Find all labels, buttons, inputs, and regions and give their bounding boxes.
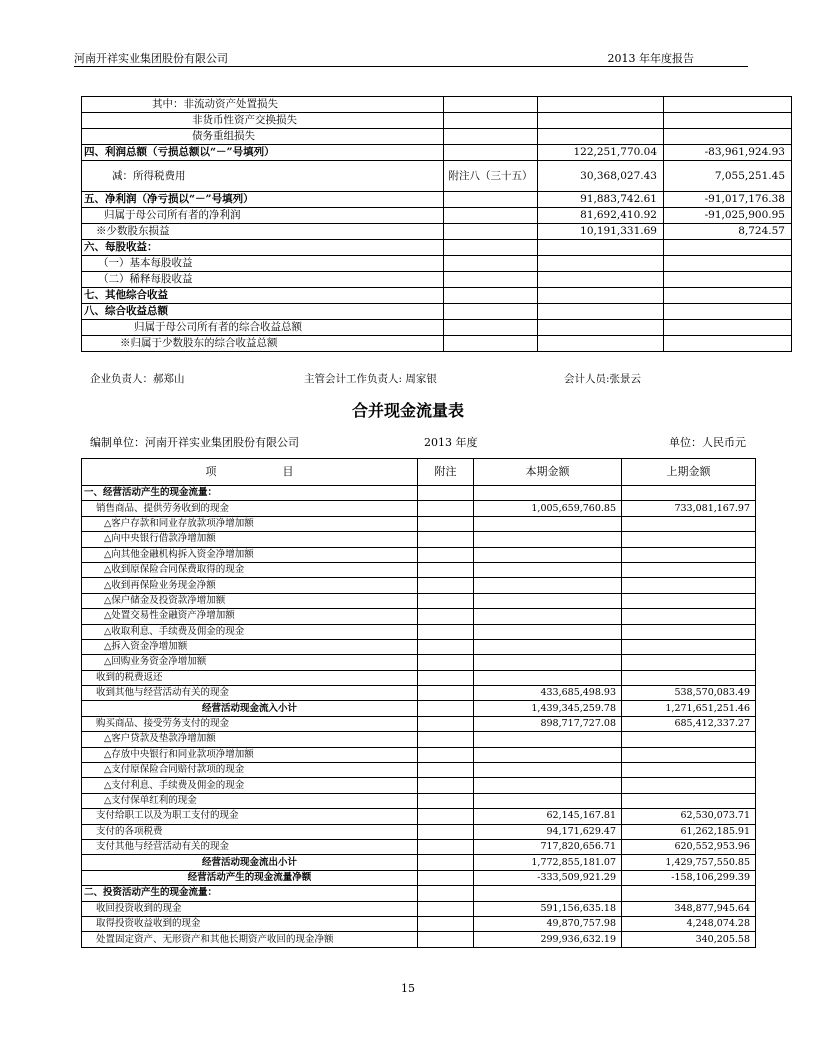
cashflow-previous-amount: 340,205.58 — [622, 932, 756, 947]
cashflow-previous-amount: 733,081,167.97 — [622, 501, 756, 516]
cashflow-current-amount: 1,005,659,760.85 — [474, 501, 622, 516]
income-previous-amount — [664, 288, 792, 304]
income-item: 归属于母公司所有者的净利润 — [82, 208, 444, 224]
cashflow-item: 收回投资收到的现金 — [82, 901, 418, 916]
cashflow-current-amount — [474, 655, 622, 670]
income-current-amount — [538, 129, 664, 145]
income-item: 减：所得税费用 — [82, 161, 444, 192]
cashflow-item: △拆入资金净增加额 — [82, 639, 418, 654]
cashflow-item: △收取利息、手续费及佣金的现金 — [82, 624, 418, 639]
cashflow-title: 合并现金流量表 — [351, 401, 464, 420]
report-title: 2013 年年度报告 — [607, 52, 694, 65]
cashflow-current-amount: 898,717,727.08 — [474, 716, 622, 731]
income-item: 六、每股收益： — [82, 240, 444, 256]
cashflow-current-amount: 49,870,757.98 — [474, 916, 622, 931]
cashflow-note — [418, 547, 474, 562]
income-note — [444, 272, 538, 288]
cashflow-current-amount: 591,156,635.18 — [474, 901, 622, 916]
cashflow-previous-amount — [622, 516, 756, 531]
cashflow-note — [418, 932, 474, 947]
income-row — [82, 240, 792, 256]
income-current-amount: 30,368,027.43 — [538, 161, 664, 192]
cashflow-previous-amount: -158,106,299.39 — [622, 870, 756, 885]
cashflow-item: △支付利息、手续费及佣金的现金 — [82, 778, 418, 793]
cashflow-item: △处置交易性金融资产净增加额 — [82, 609, 418, 624]
cashflow-previous-amount — [622, 793, 756, 808]
cashflow-item: 一、经营活动产生的现金流量： — [82, 486, 418, 501]
cashflow-note — [418, 763, 474, 778]
cashflow-item: 二、投资活动产生的现金流量： — [82, 886, 418, 901]
cashflow-item: 支付给职工以及为职工支付的现金 — [82, 809, 418, 824]
income-note — [444, 320, 538, 336]
cashflow-previous-amount: 620,552,953.96 — [622, 839, 756, 854]
cashflow-row — [82, 763, 756, 778]
income-row — [82, 192, 792, 208]
cashflow-note — [418, 578, 474, 593]
column-header-note: 附注 — [418, 459, 474, 486]
cashflow-note — [418, 886, 474, 901]
income-item: 非货币性资产交换损失 — [82, 113, 444, 129]
income-current-amount — [538, 272, 664, 288]
cashflow-current-amount — [474, 532, 622, 547]
income-previous-amount: -91,025,900.95 — [664, 208, 792, 224]
cashflow-row — [82, 716, 756, 731]
income-item: 其中：非流动资产处置损失 — [82, 97, 444, 113]
cashflow-previous-amount — [622, 763, 756, 778]
income-item: （一）基本每股收益 — [82, 256, 444, 272]
income-item: （二）稀释每股收益 — [82, 272, 444, 288]
income-current-amount — [538, 320, 664, 336]
cashflow-note — [418, 562, 474, 577]
income-current-amount: 81,692,410.92 — [538, 208, 664, 224]
income-row — [82, 208, 792, 224]
enterprise-leader: 企业负责人：郝郑山 — [90, 373, 185, 385]
income-item: ※归属于少数股东的综合收益总额 — [82, 336, 444, 352]
income-previous-amount — [664, 256, 792, 272]
cashflow-row — [82, 593, 756, 608]
income-row — [82, 320, 792, 336]
income-previous-amount — [664, 113, 792, 129]
cashflow-note — [418, 655, 474, 670]
income-note — [444, 129, 538, 145]
report-year: 2013 年度 — [424, 436, 478, 449]
cashflow-previous-amount — [622, 578, 756, 593]
cashflow-note — [418, 824, 474, 839]
cashflow-current-amount: 62,145,167.81 — [474, 809, 622, 824]
cashflow-row — [82, 839, 756, 854]
cashflow-current-amount — [474, 732, 622, 747]
cashflow-previous-amount — [622, 886, 756, 901]
income-previous-amount — [664, 336, 792, 352]
cashflow-item: △支付原保险合同赔付款项的现金 — [82, 763, 418, 778]
income-row — [82, 113, 792, 129]
cashflow-note — [418, 486, 474, 501]
cashflow-item: 支付的各项税费 — [82, 824, 418, 839]
cashflow-previous-amount: 1,429,757,550.85 — [622, 855, 756, 870]
income-note — [444, 224, 538, 240]
cashflow-current-amount — [474, 547, 622, 562]
income-note — [444, 192, 538, 208]
income-current-amount — [538, 97, 664, 113]
income-note — [444, 208, 538, 224]
cashflow-current-amount — [474, 778, 622, 793]
cashflow-item: 处置固定资产、无形资产和其他长期资产收回的现金净额 — [82, 932, 418, 947]
income-current-amount — [538, 240, 664, 256]
cashflow-previous-amount: 4,248,074.28 — [622, 916, 756, 931]
cashflow-previous-amount — [622, 593, 756, 608]
income-row — [82, 304, 792, 320]
income-previous-amount — [664, 97, 792, 113]
income-note — [444, 145, 538, 161]
cashflow-note — [418, 501, 474, 516]
cashflow-current-amount: -333,509,921.29 — [474, 870, 622, 885]
cashflow-current-amount: 299,936,632.19 — [474, 932, 622, 947]
income-current-amount: 122,251,770.04 — [538, 145, 664, 161]
cashflow-previous-amount: 62,530,073.71 — [622, 809, 756, 824]
cashflow-current-amount — [474, 639, 622, 654]
cashflow-row — [82, 655, 756, 670]
cashflow-note — [418, 593, 474, 608]
income-note — [444, 240, 538, 256]
cashflow-note — [418, 809, 474, 824]
accountant: 会计人员:张景云 — [564, 373, 642, 385]
cashflow-row — [82, 916, 756, 931]
cashflow-current-amount — [474, 747, 622, 762]
cashflow-item: △向中央银行借款净增加额 — [82, 532, 418, 547]
cashflow-note — [418, 901, 474, 916]
cashflow-row — [82, 547, 756, 562]
income-note — [444, 113, 538, 129]
cashflow-note — [418, 609, 474, 624]
income-note — [444, 256, 538, 272]
income-previous-amount: -91,017,176.38 — [664, 192, 792, 208]
company-name: 河南开祥实业集团股份有限公司 — [74, 52, 228, 65]
cashflow-current-amount — [474, 793, 622, 808]
cashflow-current-amount — [474, 763, 622, 778]
income-row — [82, 161, 792, 192]
income-current-amount — [538, 113, 664, 129]
cashflow-item: 销售商品、提供劳务收到的现金 — [82, 501, 418, 516]
income-item: 八、综合收益总额 — [82, 304, 444, 320]
cashflow-previous-amount — [622, 486, 756, 501]
income-row — [82, 288, 792, 304]
income-current-amount: 91,883,742.61 — [538, 192, 664, 208]
income-note — [444, 97, 538, 113]
cashflow-current-amount: 1,772,855,181.07 — [474, 855, 622, 870]
page-number: 15 — [401, 982, 415, 995]
income-note — [444, 288, 538, 304]
income-item: 债务重组损失 — [82, 129, 444, 145]
cashflow-item: △存放中央银行和同业款项净增加额 — [82, 747, 418, 762]
income-previous-amount — [664, 240, 792, 256]
income-row — [82, 97, 792, 113]
cashflow-row — [82, 901, 756, 916]
income-item: 五、净利润（净亏损以“－”号填列） — [82, 192, 444, 208]
income-previous-amount: -83,961,924.93 — [664, 145, 792, 161]
cashflow-note — [418, 716, 474, 731]
cashflow-item: △回购业务资金净增加额 — [82, 655, 418, 670]
cashflow-current-amount — [474, 624, 622, 639]
income-previous-amount: 8,724.57 — [664, 224, 792, 240]
column-header-previous: 上期金额 — [622, 459, 756, 486]
cashflow-previous-amount — [622, 532, 756, 547]
currency-unit: 单位：人民币元 — [669, 436, 746, 449]
income-previous-amount — [664, 304, 792, 320]
cashflow-note — [418, 839, 474, 854]
income-item: 归属于母公司所有者的综合收益总额 — [82, 320, 444, 336]
cashflow-item: △收到原保险合同保费取得的现金 — [82, 562, 418, 577]
cashflow-row — [82, 562, 756, 577]
income-statement-table — [81, 96, 792, 352]
income-row — [82, 224, 792, 240]
income-current-amount — [538, 336, 664, 352]
cashflow-note — [418, 778, 474, 793]
cashflow-row — [82, 639, 756, 654]
cashflow-previous-amount — [622, 670, 756, 685]
cashflow-current-amount — [474, 670, 622, 685]
cashflow-previous-amount: 348,877,945.64 — [622, 901, 756, 916]
cashflow-row — [82, 701, 756, 716]
cashflow-note — [418, 855, 474, 870]
income-note — [444, 336, 538, 352]
income-current-amount — [538, 288, 664, 304]
cashflow-item: △保户储金及投资款净增加额 — [82, 593, 418, 608]
cashflow-previous-amount — [622, 732, 756, 747]
cashflow-item: 收到的税费返还 — [82, 670, 418, 685]
income-row — [82, 336, 792, 352]
cashflow-note — [418, 624, 474, 639]
income-previous-amount — [664, 272, 792, 288]
income-previous-amount: 7,055,251.45 — [664, 161, 792, 192]
cashflow-table — [81, 458, 756, 948]
cashflow-previous-amount — [622, 547, 756, 562]
cashflow-item: 经营活动产生的现金流量净额 — [82, 870, 418, 885]
cashflow-current-amount: 94,171,629.47 — [474, 824, 622, 839]
cashflow-item: △向其他金融机构拆入资金净增加额 — [82, 547, 418, 562]
cashflow-current-amount — [474, 516, 622, 531]
cashflow-previous-amount — [622, 655, 756, 670]
cashflow-previous-amount: 61,262,185.91 — [622, 824, 756, 839]
cashflow-note — [418, 670, 474, 685]
income-row — [82, 145, 792, 161]
cashflow-previous-amount — [622, 747, 756, 762]
cashflow-previous-amount — [622, 624, 756, 639]
cashflow-row — [82, 793, 756, 808]
column-header-current: 本期金额 — [474, 459, 622, 486]
cashflow-row — [82, 932, 756, 947]
cashflow-current-amount — [474, 578, 622, 593]
cashflow-item: 经营活动现金流入小计 — [82, 701, 418, 716]
cashflow-previous-amount: 1,271,651,251.46 — [622, 701, 756, 716]
cashflow-item: △客户存款和同业存放款项净增加额 — [82, 516, 418, 531]
accounting-head: 主管会计工作负责人: 周家银 — [304, 373, 437, 385]
cashflow-row — [82, 855, 756, 870]
cashflow-note — [418, 532, 474, 547]
cashflow-note — [418, 747, 474, 762]
cashflow-previous-amount: 685,412,337.27 — [622, 716, 756, 731]
income-row — [82, 272, 792, 288]
cashflow-current-amount — [474, 562, 622, 577]
cashflow-item: △收到再保险业务现金净额 — [82, 578, 418, 593]
income-previous-amount — [664, 129, 792, 145]
cashflow-row — [82, 670, 756, 685]
cashflow-row — [82, 578, 756, 593]
cashflow-row — [82, 747, 756, 762]
income-row — [82, 129, 792, 145]
cashflow-header-row — [82, 459, 756, 486]
cashflow-row — [82, 486, 756, 501]
income-previous-amount — [664, 320, 792, 336]
cashflow-row — [82, 778, 756, 793]
cashflow-row — [82, 824, 756, 839]
cashflow-current-amount — [474, 486, 622, 501]
cashflow-note — [418, 870, 474, 885]
income-current-amount — [538, 256, 664, 272]
cashflow-current-amount: 717,820,656.71 — [474, 839, 622, 854]
cashflow-note — [418, 516, 474, 531]
cashflow-row — [82, 609, 756, 624]
cashflow-previous-amount: 538,570,083.49 — [622, 686, 756, 701]
column-header-item: 项 目 — [82, 459, 418, 486]
income-item: 四、利润总额（亏损总额以“－”号填列） — [82, 145, 444, 161]
cashflow-current-amount — [474, 886, 622, 901]
cashflow-row — [82, 516, 756, 531]
cashflow-note — [418, 701, 474, 716]
income-current-amount: 10,191,331.69 — [538, 224, 664, 240]
cashflow-current-amount — [474, 609, 622, 624]
cashflow-note — [418, 639, 474, 654]
cashflow-item: 取得投资收益收到的现金 — [82, 916, 418, 931]
cashflow-current-amount — [474, 593, 622, 608]
cashflow-current-amount: 433,685,498.93 — [474, 686, 622, 701]
cashflow-previous-amount — [622, 778, 756, 793]
cashflow-row — [82, 501, 756, 516]
cashflow-row — [82, 732, 756, 747]
page-header — [74, 50, 748, 67]
cashflow-row — [82, 809, 756, 824]
income-row — [82, 256, 792, 272]
cashflow-item: △客户贷款及垫款净增加额 — [82, 732, 418, 747]
cashflow-previous-amount — [622, 609, 756, 624]
cashflow-row — [82, 686, 756, 701]
cashflow-note — [418, 793, 474, 808]
cashflow-item: 购买商品、接受劳务支付的现金 — [82, 716, 418, 731]
income-note: 附注八（三十五） — [444, 161, 538, 192]
cashflow-item: 经营活动现金流出小计 — [82, 855, 418, 870]
cashflow-item: 支付其他与经营活动有关的现金 — [82, 839, 418, 854]
income-note — [444, 304, 538, 320]
cashflow-row — [82, 532, 756, 547]
cashflow-note — [418, 916, 474, 931]
cashflow-item: 收到其他与经营活动有关的现金 — [82, 686, 418, 701]
preparing-unit: 编制单位：河南开祥实业集团股份有限公司 — [90, 436, 299, 449]
cashflow-note — [418, 686, 474, 701]
cashflow-previous-amount — [622, 639, 756, 654]
cashflow-previous-amount — [622, 562, 756, 577]
cashflow-row — [82, 624, 756, 639]
cashflow-current-amount: 1,439,345,259.78 — [474, 701, 622, 716]
income-item: 七、其他综合收益 — [82, 288, 444, 304]
income-current-amount — [538, 304, 664, 320]
cashflow-row — [82, 886, 756, 901]
cashflow-row — [82, 870, 756, 885]
cashflow-item: △支付保单红利的现金 — [82, 793, 418, 808]
income-item: ※少数股东损益 — [82, 224, 444, 240]
cashflow-note — [418, 732, 474, 747]
